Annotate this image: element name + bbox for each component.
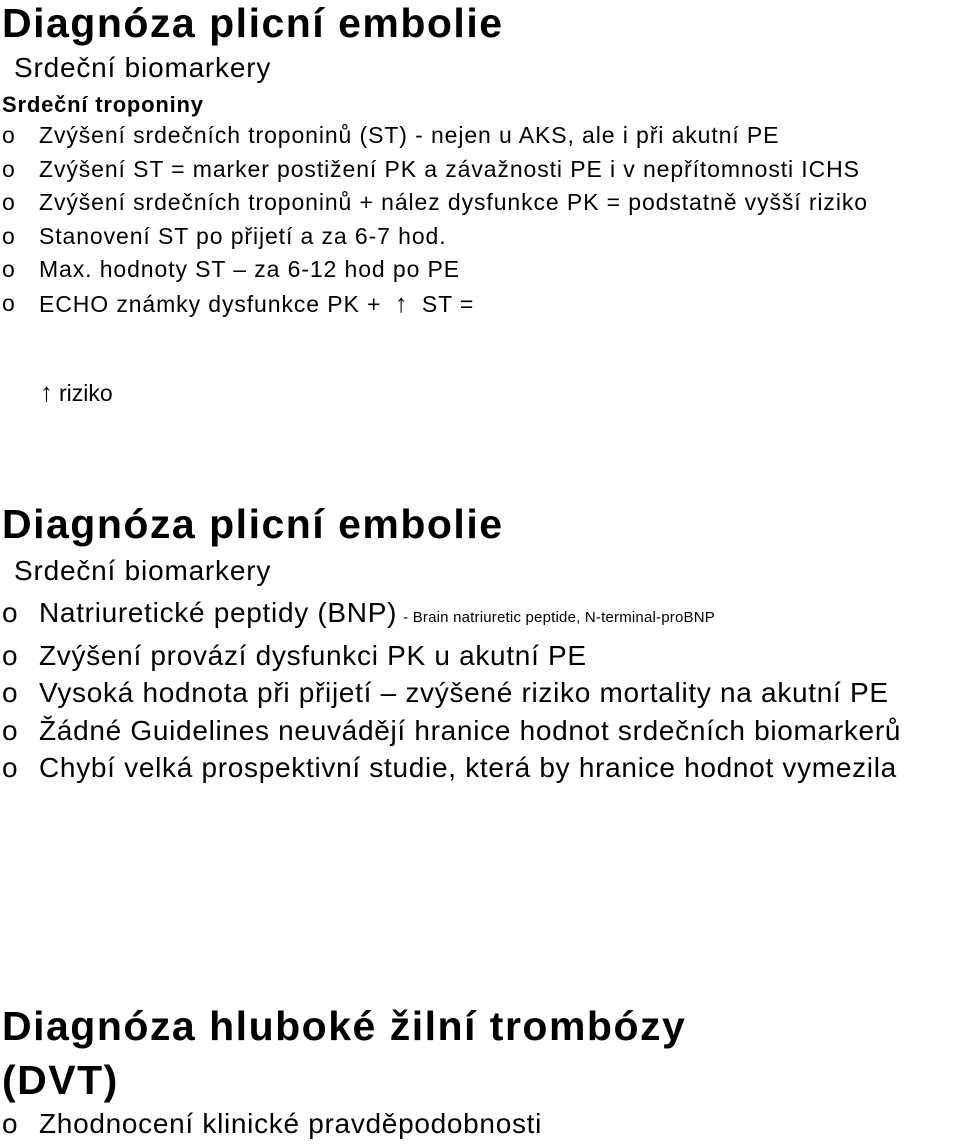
list-item-text: Žádné Guidelines neuvádějí hranice hodnot srdečních biomarkerů xyxy=(39,714,902,746)
echo-continuation xyxy=(40,377,113,408)
slide3-bullet-list xyxy=(0,1105,955,1143)
list-item-text: Chybí velká prospektivní studie, která by hranice hodnot vymezila xyxy=(39,752,897,783)
slide1-section-heading: Srdeční troponiny xyxy=(2,92,204,117)
list-item xyxy=(0,1105,955,1143)
list-item xyxy=(0,153,955,187)
list-item xyxy=(0,253,955,287)
slide1-bullet-list xyxy=(0,119,955,321)
echo-text-after: riziko xyxy=(59,380,113,406)
bnp-note: - Brain natriuretic peptide, N-terminal-proBNP xyxy=(403,609,715,626)
echo-text-mid: ST = xyxy=(421,290,475,317)
slide3-title-line2: (DVT) xyxy=(2,1057,119,1103)
arrow-up-icon: ↑ xyxy=(394,287,409,318)
bullet-marker: o xyxy=(2,189,16,215)
bullet-marker: o xyxy=(2,155,16,182)
list-item-text: Vysoká hodnota při přijetí – zvýšené riziko mortality na akutní PE xyxy=(39,677,889,708)
bullet-marker: o xyxy=(2,639,19,671)
list-item xyxy=(0,186,955,220)
list-item-text: Max. hodnoty ST – za 6-12 hod po PE xyxy=(39,256,461,282)
bullet-marker: o xyxy=(2,677,19,708)
slide2-subtitle: Srdeční biomarkery xyxy=(14,555,272,586)
slide2-bullet-list xyxy=(0,594,955,787)
bullet-marker: o xyxy=(2,222,16,249)
list-item xyxy=(0,674,955,712)
arrow-up-icon: ↑ xyxy=(40,377,53,407)
list-item-text: Zvýšení provází dysfunkci PK u akutní PE xyxy=(39,639,587,671)
list-item xyxy=(0,220,955,254)
bnp-main-text: Natriuretické peptidy (BNP) xyxy=(39,597,398,628)
list-item-text: Stanovení ST po přijetí a za 6-7 hod. xyxy=(39,222,447,249)
list-item xyxy=(0,712,955,750)
list-item-echo xyxy=(0,287,955,322)
bullet-marker: o xyxy=(2,752,19,783)
list-item-bnp xyxy=(0,594,955,637)
slide1-subtitle: Srdeční biomarkery xyxy=(14,52,272,83)
slide1-title: Diagnóza plicní embolie xyxy=(2,0,504,46)
echo-text-before: ECHO známky dysfunkce PK + xyxy=(39,290,382,317)
slide3-title-line1: Diagnóza hluboké žilní trombózy xyxy=(2,1003,687,1049)
bullet-marker: o xyxy=(2,597,19,628)
list-item-text: Zvýšení srdečních troponinů (ST) - nejen u AKS, ale i při akutní PE xyxy=(39,122,780,148)
bullet-marker: o xyxy=(2,1108,19,1139)
list-item xyxy=(0,119,955,153)
list-item xyxy=(0,637,955,675)
list-item-text: Zvýšení ST = marker postižení PK a závažnosti PE i v nepřítomnosti ICHS xyxy=(39,155,860,182)
slide2-title: Diagnóza plicní embolie xyxy=(2,501,504,547)
bullet-marker: o xyxy=(2,289,16,316)
list-item-text: Zvýšení srdečních troponinů + nález dysfunkce PK = podstatně vyšší riziko xyxy=(39,189,868,215)
bullet-marker: o xyxy=(2,122,16,148)
bullet-marker: o xyxy=(2,714,19,746)
list-item-text: Zhodnocení klinické pravděpodobnosti xyxy=(39,1108,543,1139)
bullet-marker: o xyxy=(2,256,16,282)
list-item xyxy=(0,749,955,787)
